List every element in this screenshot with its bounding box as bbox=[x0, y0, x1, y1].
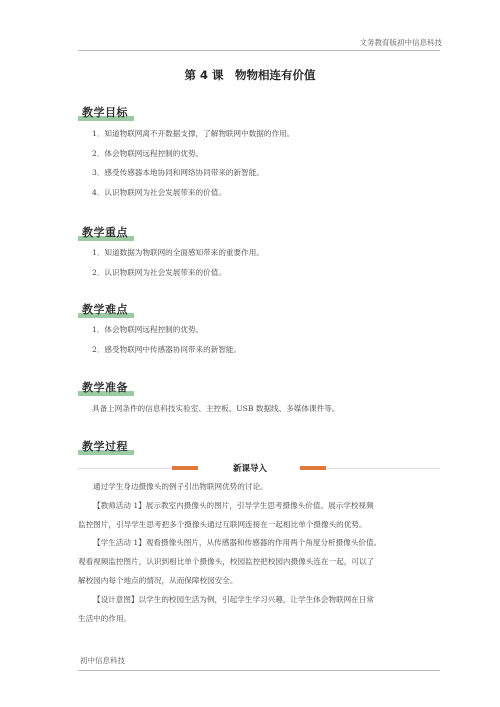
list-item: 1．知道物联网离不开数据支撑，了解物联网中数据的作用。 bbox=[92, 129, 295, 138]
process-body bbox=[78, 478, 440, 628]
paragraph-line: 生活中的作用。 bbox=[78, 613, 132, 623]
subheading-title: 新课导入 bbox=[232, 464, 267, 474]
paragraph-line: 观看视频监控图片，认识到相比单个摄像头，校园监控把校园内摄像头连在一起，可以了 bbox=[78, 557, 375, 567]
preparation-section bbox=[80, 376, 130, 395]
list-item: 4．认识物联网为社会发展带来的价值。 bbox=[92, 187, 226, 197]
paragraph-line: 【学生活动 1】观看摄像头图片，从传感器和传感器的作用两个角度分析摄像头价值。 bbox=[93, 538, 382, 548]
paragraph-line: 监控图片，引导学生思考把多个摄像头通过互联网连接在一起相比单个摄像头的优势。 bbox=[78, 519, 367, 529]
paragraph-line: 通过学生身边摄像头的例子引出物联网优势的讨论。 bbox=[93, 482, 268, 491]
preparation-text-wrap bbox=[80, 403, 339, 415]
lesson-title: 第 4 课 物物相连有价值 bbox=[184, 68, 316, 82]
difficulties-heading: 教学难点 bbox=[82, 303, 128, 316]
footer-divider bbox=[78, 670, 440, 671]
header-publisher: 文务教育版初中信息科技 bbox=[359, 38, 442, 47]
list-item: 1．知道数据为物联网的全面感知带来的重要作用。 bbox=[92, 248, 264, 257]
process-heading: 教学过程 bbox=[82, 440, 128, 453]
objectives-heading: 教学目标 bbox=[82, 106, 128, 119]
list-item: 2．体会物联网远程控制的优势。 bbox=[92, 148, 204, 158]
subheading-rule-right bbox=[326, 468, 440, 469]
list-item: 2．认识物联网为社会发展带来的价值。 bbox=[92, 267, 226, 277]
list-item: 3．感受传感器本地协同和网络协同带来的新智能。 bbox=[92, 168, 264, 177]
footer-subject: 初中信息科技 bbox=[80, 656, 125, 665]
subheading-banner bbox=[0, 462, 500, 476]
difficulties-list bbox=[80, 324, 241, 356]
key-points-heading: 教学重点 bbox=[82, 226, 128, 239]
paragraph-line: 【设计意图】以学生的校园生活为例，引起学生学习兴趣，让学生体会物联网在日常 bbox=[93, 594, 374, 604]
paragraph-line: 解校园内每个地点的情况，从而保障校园安全。 bbox=[78, 575, 238, 585]
key-points-section bbox=[80, 221, 130, 240]
objectives-section bbox=[80, 101, 130, 120]
list-item: 2．感受物联网中传感器协同带来的新智能。 bbox=[92, 344, 242, 354]
header-divider bbox=[78, 50, 440, 51]
list-item: 1．体会物联网远程控制的优势。 bbox=[92, 325, 204, 334]
process-section bbox=[80, 435, 130, 454]
preparation-heading: 教学准备 bbox=[82, 381, 128, 394]
preparation-text: 具备上网条件的信息科技实验室、主控板、USB 数据线、多媒体课件等。 bbox=[92, 404, 340, 413]
paragraph-line: 【教师活动 1】展示教室内摄像头的图片，引导学生思考摄像头价值。展示学校视频 bbox=[93, 500, 374, 510]
accent-bar-right bbox=[300, 466, 326, 470]
difficulties-section bbox=[80, 298, 130, 317]
key-points-list bbox=[80, 247, 264, 279]
objectives-list bbox=[80, 128, 294, 199]
